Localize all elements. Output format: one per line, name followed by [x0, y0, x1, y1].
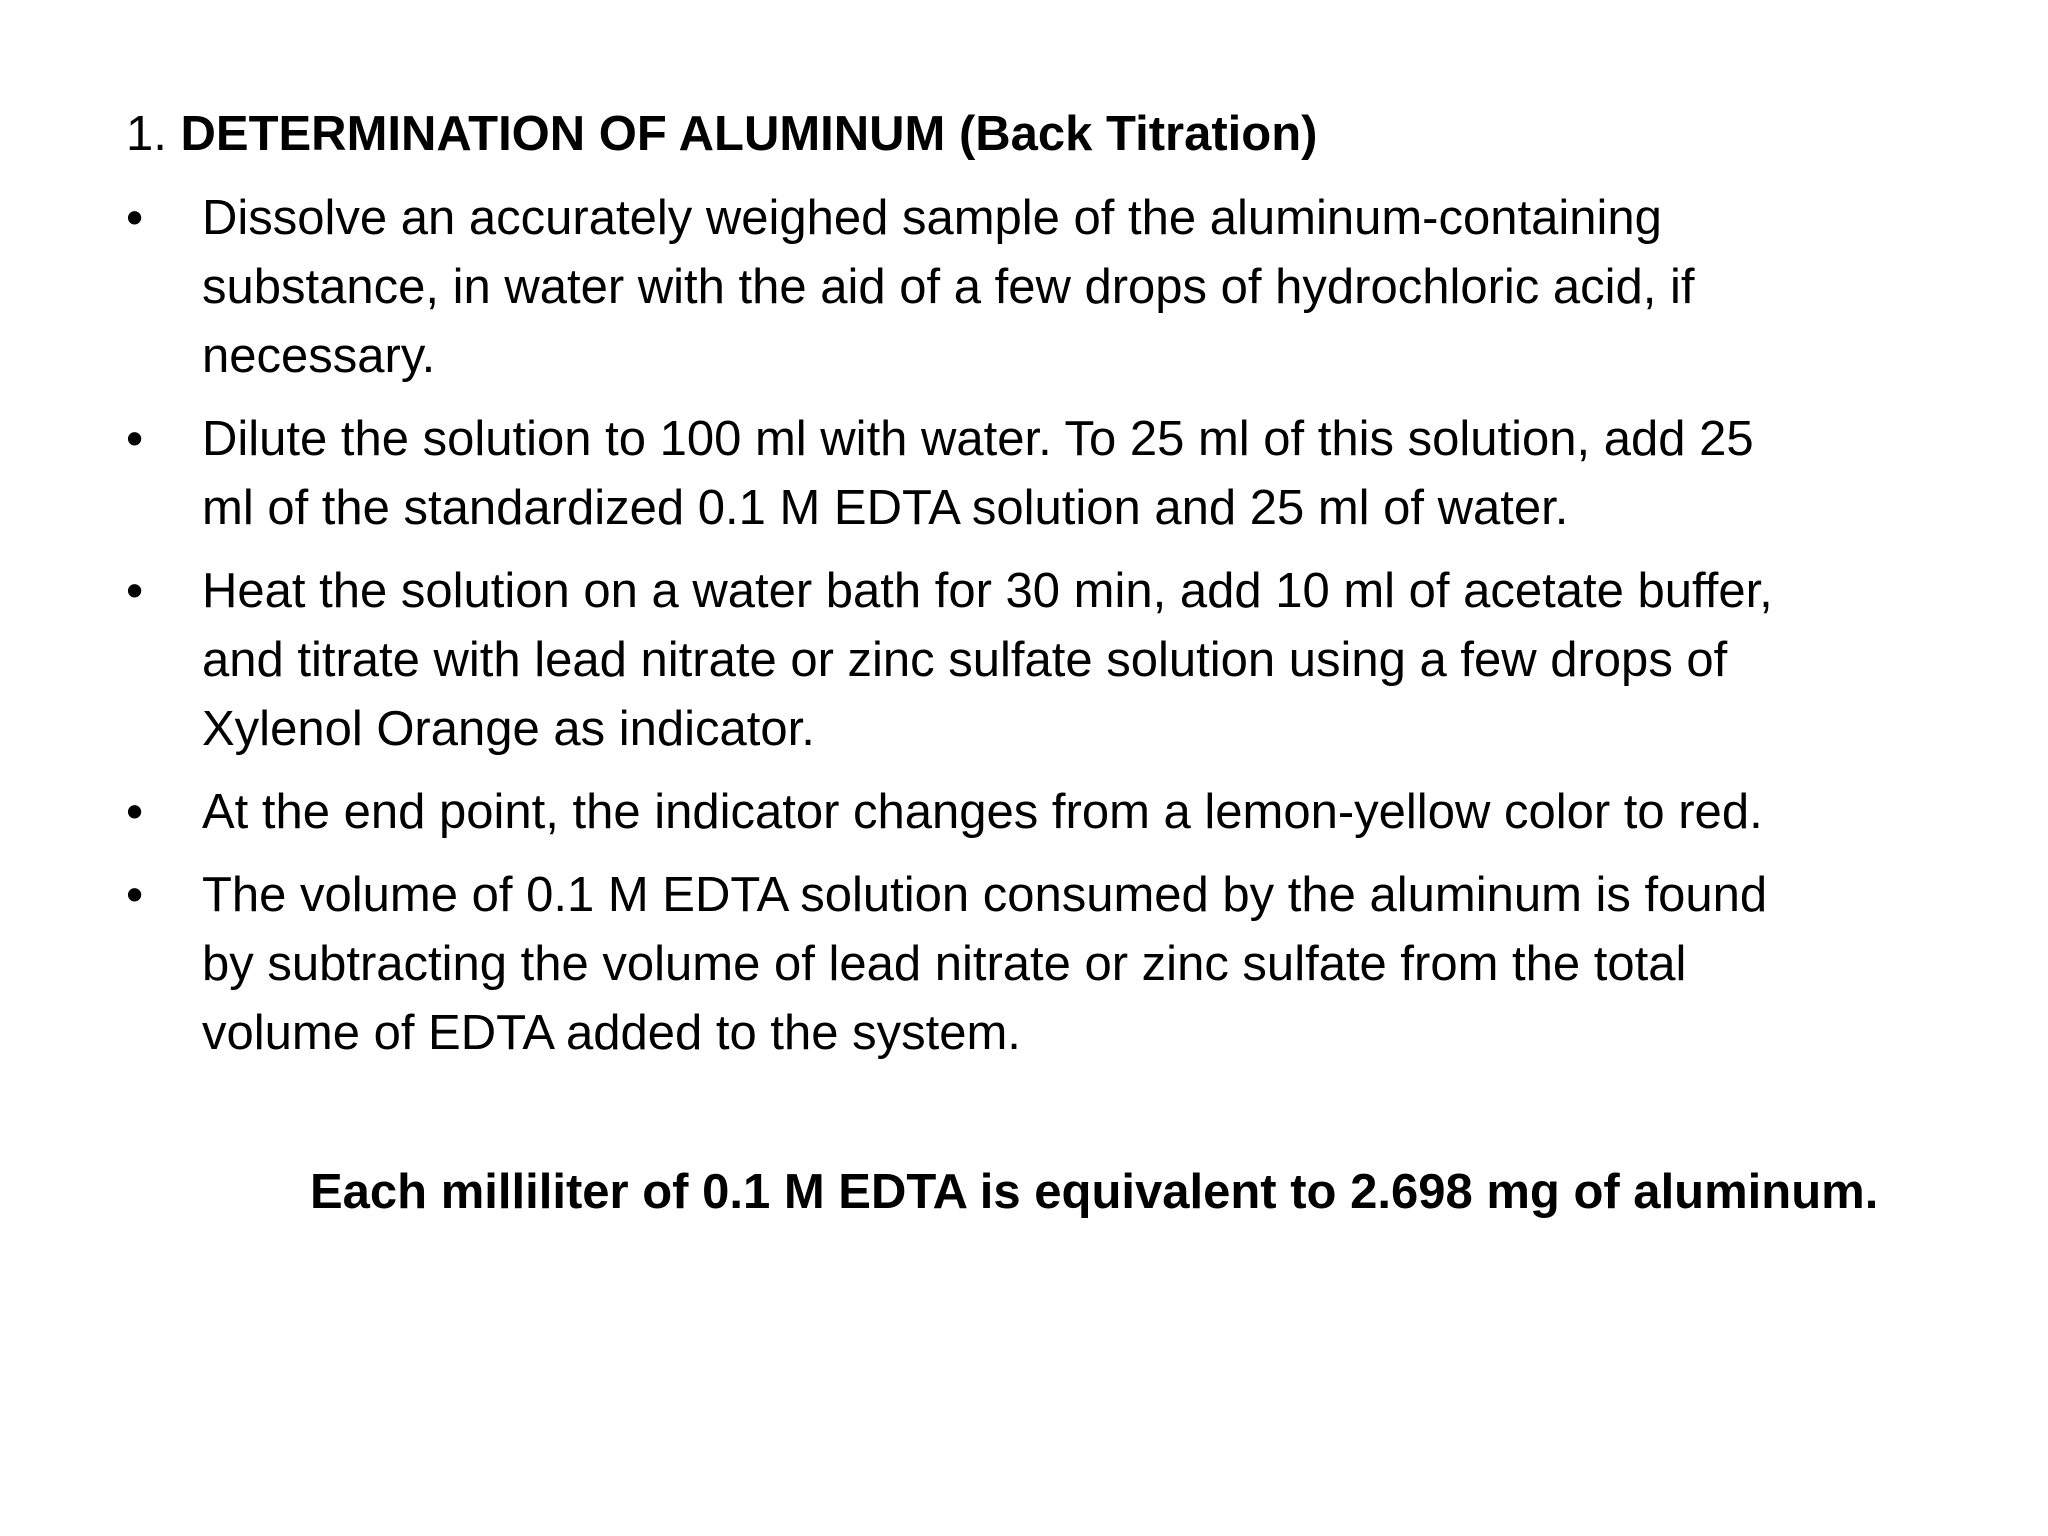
- bullet-line: The volume of 0.1 M EDTA solution consumed by the aluminum is found: [202, 868, 1768, 922]
- bullet-icon: •: [126, 191, 144, 245]
- equivalence-note: Each milliliter of 0.1 M EDTA is equivalent to 2.698 mg of aluminum.: [310, 1165, 1879, 1219]
- list-item: [126, 557, 1946, 764]
- bullet-line: Xylenol Orange as indicator.: [202, 702, 815, 756]
- list-item: [126, 861, 1946, 1068]
- heading-number: 1.: [126, 107, 167, 161]
- bullet-line: substance, in water with the aid of a few drops of hydrochloric acid, if: [202, 260, 1695, 314]
- bullet-line: ml of the standardized 0.1 M EDTA solution and 25 ml of water.: [202, 481, 1569, 535]
- procedure-list: [126, 184, 1946, 1082]
- slide-heading: [126, 102, 1317, 166]
- list-item: [126, 778, 1946, 847]
- bullet-line: Dissolve an accurately weighed sample of the aluminum-containing: [202, 191, 1662, 245]
- list-item: [126, 184, 1946, 391]
- bullet-line: and titrate with lead nitrate or zinc sulfate solution using a few drops of: [202, 633, 1728, 687]
- bullet-icon: •: [126, 412, 144, 466]
- heading-title: DETERMINATION OF ALUMINUM (Back Titration): [180, 107, 1318, 161]
- bullet-line: necessary.: [202, 329, 436, 383]
- bullet-icon: •: [126, 868, 144, 922]
- bullet-line: Heat the solution on a water bath for 30 min, add 10 ml of acetate buffer,: [202, 564, 1773, 618]
- bullet-line: volume of EDTA added to the system.: [202, 1006, 1021, 1060]
- bullet-icon: •: [126, 564, 144, 618]
- bullet-line: Dilute the solution to 100 ml with water. To 25 ml of this solution, add 25: [202, 412, 1754, 466]
- bullet-icon: •: [126, 785, 144, 839]
- list-item: [126, 405, 1946, 543]
- bullet-line: by subtracting the volume of lead nitrate or zinc sulfate from the total: [202, 937, 1687, 991]
- bullet-line: At the end point, the indicator changes from a lemon-yellow color to red.: [202, 785, 1763, 839]
